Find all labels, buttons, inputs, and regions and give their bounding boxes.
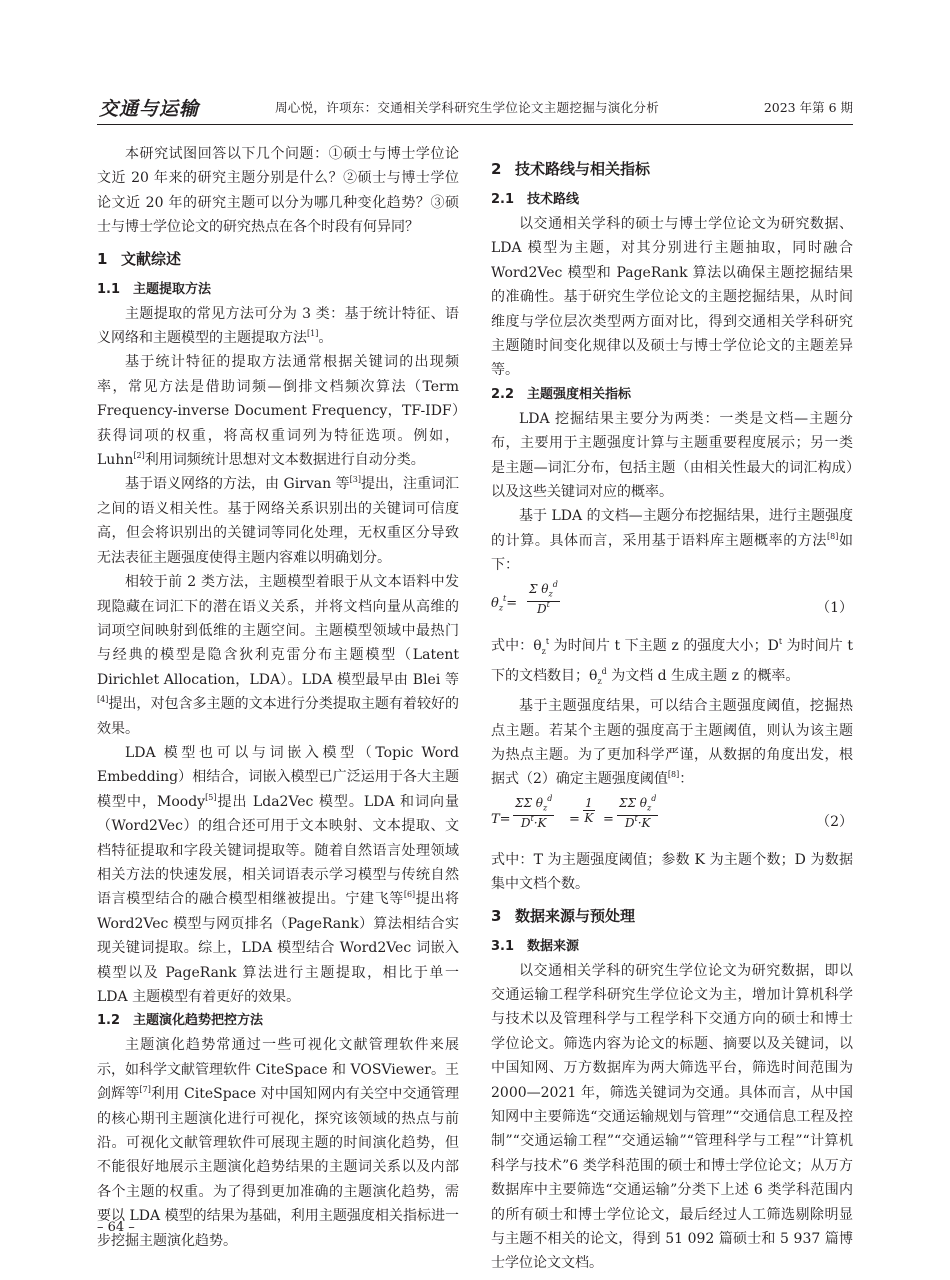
left-column [97,142,459,1253]
section-1-2-heading: 1.2 主题演化趋势把控方法 [97,1013,264,1029]
paragraph: 式中：$\theta_z^t$ 为时间片 t 下主题 z 的强度大小；$D^t$ 为时间片 t 下的文档数目；$\theta_z^d$ 为文档 d 生成主题 z 的概率。 [491,636,854,686]
paragraph: 相较于前 2 类方法，主题模型着眼于从文本语料中发现隐藏在词汇下的潜在语义关系，并将文档向量从高维的词项空间映射到低维的主题空间。主题模型领域中最热门与经典的模型是隐含狄利克雷分布主题模型（Latent Dirichlet Allocation，LDA）。LDA 模型最早由 Blei 等[4]提出，对包含多主题的文本进行分类提取主题有着较好的效果。 [97,574,459,737]
section-2-2-heading: 2.2 主题强度相关指标 [491,386,632,402]
section-3-1-heading: 3.1 数据来源 [491,938,580,954]
right-column [491,142,853,1276]
paragraph: 基于 LDA 的文档—主题分布挖掘结果，进行主题强度的计算。具体而言，采用基于语料库主题概率的方法[8]如下： [491,508,854,574]
header-rule [97,124,853,125]
running-title: 周心悦，许项东：交通相关学科研究生学位论文主题挖掘与演化分析 [275,100,660,115]
paragraph: 主题演化趋势常通过一些可视化文献管理软件来展示，如科学文献管理软件 CiteSpace 和 VOSViewer。王剑辉等[7]利用 CiteSpace 对中国知网内有关空中交通管理的核心期刊主题演化进行可视化，探究该领域的热点与前沿。可视化文献管理软件可展现主题的时间演化趋势，但不能很好地展示主题演化趋势结果的主题词关系以及内部各个主题的权重。为了得到更加准确的主题演化趋势，需要以 LDA 模型的结果为基础，利用主题强度相关指标进一步挖掘主题演化趋势。 [97,1037,460,1249]
paragraph: 以交通相关学科的硕士与博士学位论文为研究数据、LDA 模型为主题，对其分别进行主题抽取，同时融合 Word2Vec 模型和 PageRank 算法以确保主题挖掘结果的准确性。基于研究生学位论文的主题挖掘结果，从时间维度与学位层次类型两方面对比，得到交通相关学科研究主题随时间变化规律以及硕士与博士学位论文的主题差异等。 [491,216,853,379]
paragraph: 基于语义网络的方法，由 Girvan 等[3]提出，注重词汇之间的语义相关性。基于网络关系识别出的关键词可信度高，但会将识别出的关键词等同化处理，无权重区分导致无法表征主题强度使得主题内容难以明确划分。 [97,475,459,566]
section-1-1-heading: 1.1 主题提取方法 [97,281,212,297]
paragraph: 以交通相关学科的研究生学位论文为研究数据，即以交通运输工程学科研究生学位论文为主，增加计算机科学与技术以及管理科学与工程学科下交通方向的硕士和博士学位论文。筛选内容为论文的标题、摘要以及关键词，以中国知网、万方数据库为两大筛选平台，筛选时间范围为 2000—2021 年，筛选关键词为交通。具体而言，从中国知网中主要筛选“交通运输规划与管理”“交通信息工程及控制”“交通运输工程”“交通运输”“管理科学与工程”“计算机科学与技术”6 类学科范围的硕士和博士学位论文；从万方数据库中主要筛选“交通运输”分类下上述 6 类学科范围内的所有硕士和博士学位论文，最后经过人工筛选剔除明显与主题不相关的论文，得到 51 092 篇硕士和 5 937 篇博士学位论文文档。 [491,962,853,1272]
equation-2: T= ΣΣ $\theta_z^d$ $D^t\cdot K$ = $\frac{1}{K}$ = ΣΣ $\theta_z^d$ $D^t\cdot K$ （2） [491,793,853,831]
issue-label: 2023 年第 6 期 [763,100,853,115]
equation-1: $\theta_z^t=$ Σ $\theta_z^d$ $D^t$ （1） [491,579,853,617]
paragraph: LDA 挖掘结果主要分为两类：一类是文档—主题分布，主要用于主题强度计算与主题重要程度展示；另一类是主题—词汇分布，包括主题（由相关性最大的词汇构成）以及这些关键词对应的概率。 [491,410,853,501]
paragraph: LDA 模型也可以与词嵌入模型（Topic Word Embedding）相结合，词嵌入模型已广泛运用于各大主题模型中，Moody[5]提出 Lda2Vec 模型。LDA 和词向量（Word2Vec）的组合还可用于文本映射、文本提取、文档特征提取和字段关键词提取等。随着自然语言处理领域相关方法的快速发展，相关词语表示学习模型与传统自然语言模型结合的融合模型相继被提出。宁建飞等[6]提出将 Word2Vec 模型与网页排名（PageRank）算法相结合实现关键词提取。综上，LDA 模型结合 Word2Vec 词嵌入模型以及 PageRank 算法进行主题提取，相比于单一 LDA 主题模型有着更好的效果。 [97,744,460,1005]
page-header [97,94,853,122]
section-2-1-heading: 2.1 技术路线 [491,192,580,207]
page-number: – 64 – [97,1220,135,1235]
journal-logo: 交通与运输 [99,98,200,120]
section-1-heading: 1 文献综述 [97,249,182,268]
section-3-heading: 3 数据来源与预处理 [491,906,636,925]
paragraph: 基于主题强度结果，可以结合主题强度阈值，挖掘热点主题。若某个主题的强度高于主题阈值，则认为该主题为热点主题。为了更加科学严谨，从数据的角度出发，根据式（2）确定主题强度阈值[8]： [491,698,853,788]
section-2-heading: 2 技术路线与相关指标 [491,160,651,178]
paragraph: 式中：T 为主题强度阈值；参数 K 为主题个数；D 为数据集中文档个数。 [491,851,853,893]
paragraph: 基于统计特征的提取方法通常根据关键词的出现频率，常见方法是借助词频—倒排文档频次算法（Term Frequency-inverse Document Frequency，TF-IDF）获得词项的权重，将高权重词列为特征选项。例如，Luhn[2]利用词频统计思想对文本数据进行自动分类。 [97,354,459,469]
paragraph: 主题提取的常见方法可分为 3 类：基于统计特征、语义网络和主题模型的主题提取方法[1]。 [97,305,459,347]
intro-paragraph: 本研究试图回答以下几个问题：①硕士与博士学位论文近 20 年来的研究主题分别是什么？②硕士与博士学位论文近 20 年的研究主题可以分为哪几种变化趋势？③硕士与博士学位论文的研究热点在各个时段有何异同？ [97,146,459,236]
